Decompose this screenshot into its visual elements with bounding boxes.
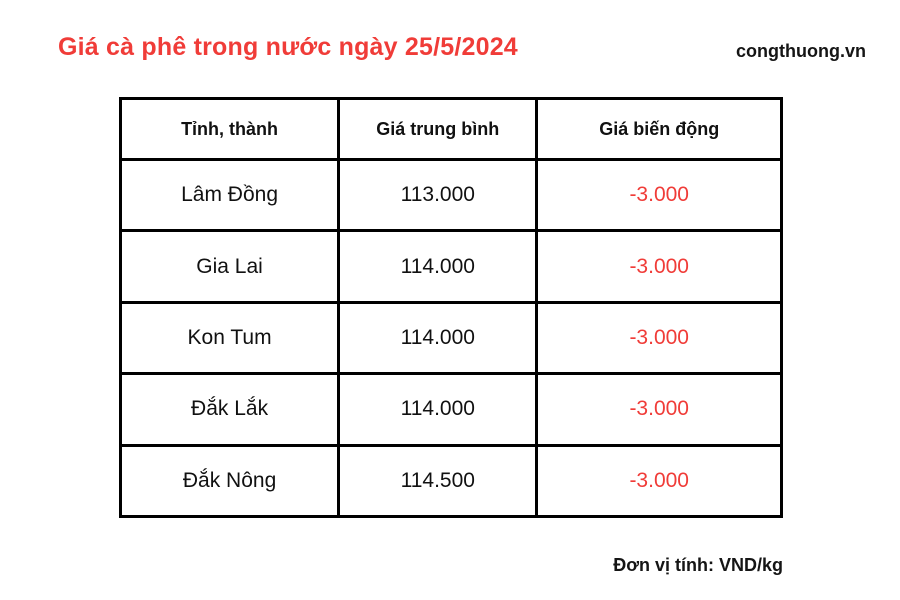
average-price: 114.500 bbox=[339, 445, 537, 516]
price-change: -3.000 bbox=[537, 302, 782, 373]
header-average-price: Giá trung bình bbox=[339, 99, 537, 160]
table-row bbox=[121, 302, 782, 373]
page-title: Giá cà phê trong nước ngày 25/5/2024 bbox=[58, 33, 518, 61]
province-name: Kon Tum bbox=[121, 302, 339, 373]
average-price: 114.000 bbox=[339, 231, 537, 302]
table-row bbox=[121, 231, 782, 302]
price-change: -3.000 bbox=[537, 374, 782, 445]
average-price: 114.000 bbox=[339, 374, 537, 445]
coffee-price-table bbox=[119, 97, 783, 518]
brand-logo-text: congthuong.vn bbox=[736, 41, 866, 61]
unit-note: Đơn vị tính: VND/kg bbox=[613, 555, 783, 575]
price-change: -3.000 bbox=[537, 231, 782, 302]
average-price: 113.000 bbox=[339, 160, 537, 231]
table-row bbox=[121, 445, 782, 516]
table-header-row bbox=[121, 99, 782, 160]
average-price: 114.000 bbox=[339, 302, 537, 373]
price-change: -3.000 bbox=[537, 160, 782, 231]
province-name: Lâm Đồng bbox=[121, 160, 339, 231]
table-row bbox=[121, 160, 782, 231]
province-name: Đắk Lắk bbox=[121, 374, 339, 445]
header-price-change: Giá biến động bbox=[537, 99, 782, 160]
province-name: Đắk Nông bbox=[121, 445, 339, 516]
table-row bbox=[121, 374, 782, 445]
price-change: -3.000 bbox=[537, 445, 782, 516]
header-province: Tỉnh, thành bbox=[121, 99, 339, 160]
province-name: Gia Lai bbox=[121, 231, 339, 302]
